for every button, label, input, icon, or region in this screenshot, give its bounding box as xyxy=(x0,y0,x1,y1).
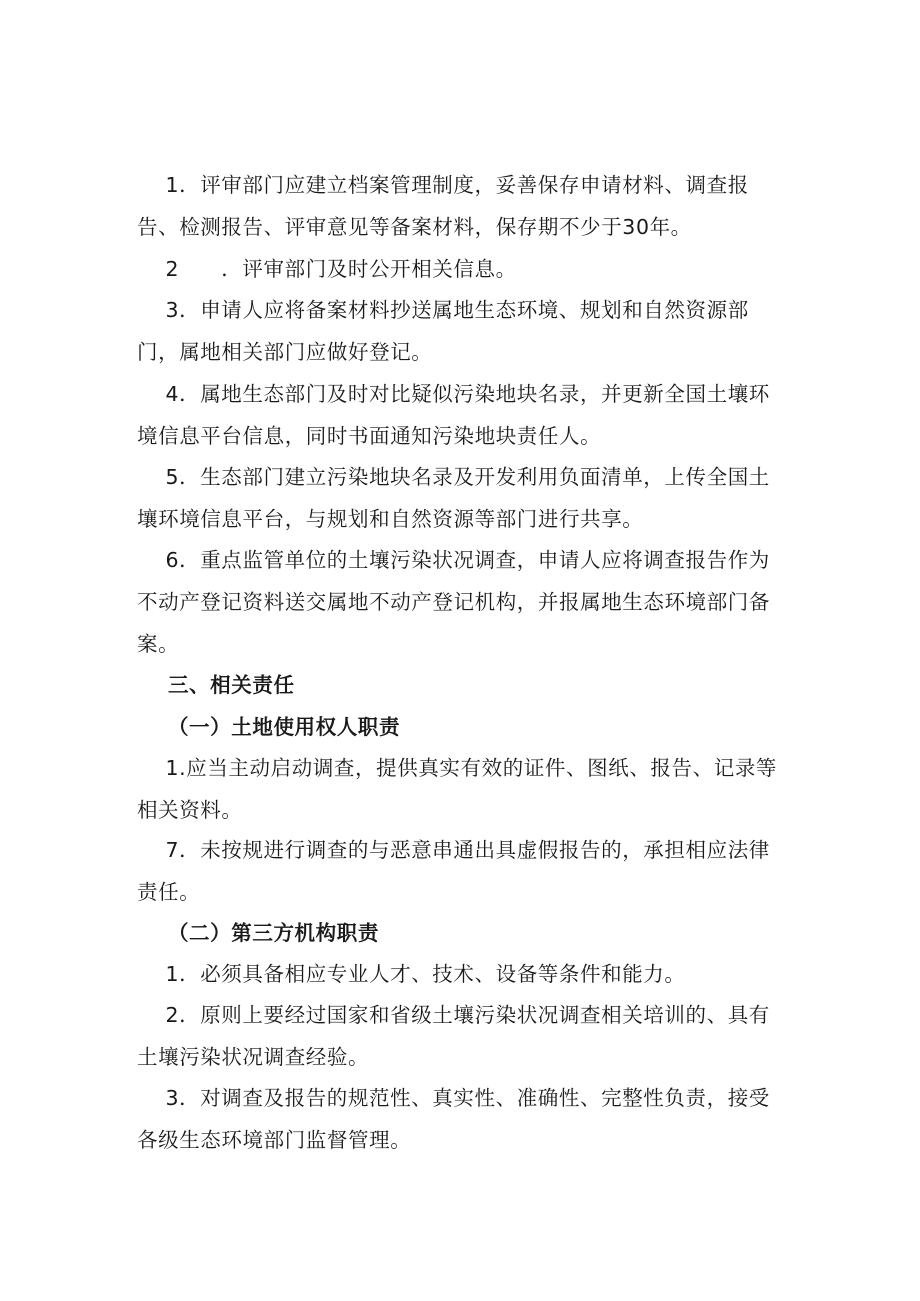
section-heading-responsibilities: 三、相关责任 xyxy=(137,673,295,697)
paragraph-legal-liability: 7．未按规进行调查的与恶意串通出具虚假报告的，承担相应法律责任。 xyxy=(137,838,770,904)
paragraph-negative-list: 5．生态部门建立污染地块名录及开发利用负面清单，上传全国土壤环境信息平台，与规划和自然资源等部门进行共享。 xyxy=(137,465,770,531)
paragraph-report-accountability: 3．对调查及报告的规范性、真实性、准确性、完整性负责，接受各级生态环境部门监督管理。 xyxy=(137,1086,770,1152)
paragraph-archive-management: 1．评审部门应建立档案管理制度，妥善保存申请材料、调查报告、检测报告、评审意见等备案材料，保存期不少于30年。 xyxy=(137,173,749,239)
paragraph-initiate-survey: 1.应当主动启动调查，提供真实有效的证件、图纸、报告、记录等相关资料。 xyxy=(137,756,778,822)
subheading-land-user: （一）土地使用权人职责 xyxy=(137,715,401,739)
paragraph-applicant-copy: 3．申请人应将备案材料抄送属地生态环境、规划和自然资源部门，属地相关部门应做好登记。 xyxy=(137,298,749,364)
paragraph-training: 2．原则上要经过国家和省级土壤污染状况调查相关培训的、具有土壤污染状况调查经验。 xyxy=(137,1003,770,1069)
subheading-third-party: （二）第三方机构职责 xyxy=(137,921,379,945)
paragraph-public-disclosure: 2 ．评审部门及时公开相关信息。 xyxy=(137,257,517,281)
paragraph-ecology-compare: 4．属地生态部门及时对比疑似污染地块名录，并更新全国土壤环境信息平台信息，同时书面通知污染地块责任人。 xyxy=(137,382,770,448)
paragraph-qualifications: 1．必须具备相应专业人才、技术、设备等条件和能力。 xyxy=(137,962,686,986)
paragraph-key-supervision: 6．重点监管单位的土壤污染状况调查，申请人应将调查报告作为不动产登记资料送交属地不动产登记机构，并报属地生态环境部门备案。 xyxy=(137,548,770,656)
